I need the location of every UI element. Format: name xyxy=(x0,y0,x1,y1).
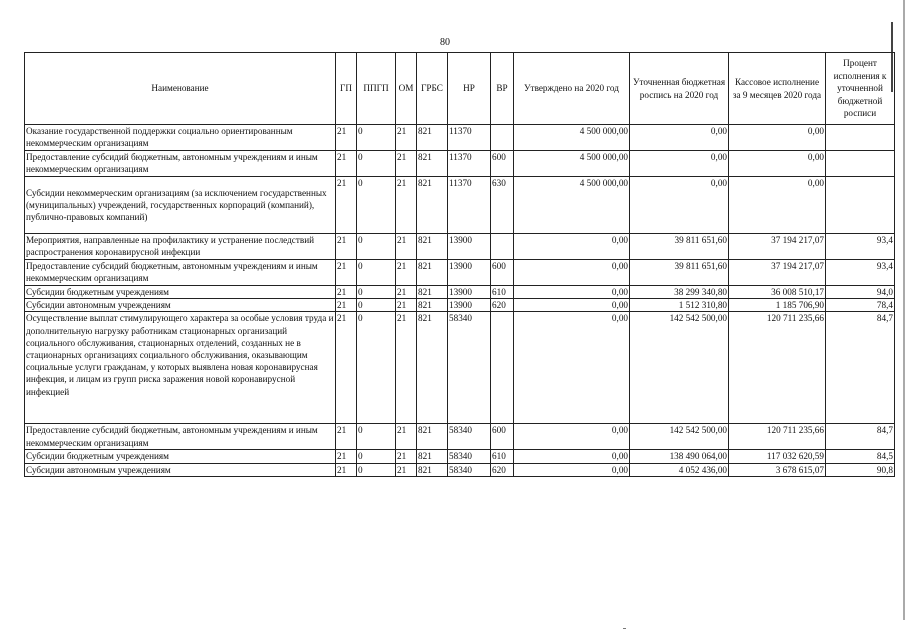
row-name: Субсидии бюджетным учреждениям xyxy=(25,286,336,299)
row-approved: 0,00 xyxy=(514,260,630,286)
row-cash: 117 032 620,59 xyxy=(729,450,826,463)
row-gp: 21 xyxy=(336,312,357,424)
row-approved: 0,00 xyxy=(514,312,630,424)
row-np: 11370 xyxy=(448,125,491,151)
table-row xyxy=(25,299,895,312)
row-ppgp: 0 xyxy=(357,151,396,177)
row-grbs: 821 xyxy=(417,463,448,476)
row-gp: 21 xyxy=(336,463,357,476)
row-gp: 21 xyxy=(336,151,357,177)
row-percent: 94,0 xyxy=(826,286,895,299)
row-refined: 0,00 xyxy=(630,151,729,177)
header-refined: Уточненная бюджетная роспись на 2020 год xyxy=(630,53,729,125)
row-gp: 21 xyxy=(336,177,357,234)
table-row xyxy=(25,177,895,234)
row-om: 21 xyxy=(396,286,417,299)
row-name: Субсидии некоммерческим организациям (за исключением государственных (муниципальных) учреждений, государственных корпораций (компаний), публично-правовых компаний) xyxy=(25,177,336,234)
row-refined: 138 490 064,00 xyxy=(630,450,729,463)
row-vr xyxy=(491,234,514,260)
row-cash: 0,00 xyxy=(729,125,826,151)
row-percent: 78,4 xyxy=(826,299,895,312)
row-om: 21 xyxy=(396,463,417,476)
row-vr: 610 xyxy=(491,450,514,463)
row-grbs: 821 xyxy=(417,424,448,450)
row-gp: 21 xyxy=(336,260,357,286)
row-percent: 93,4 xyxy=(826,234,895,260)
row-cash: 0,00 xyxy=(729,151,826,177)
row-grbs: 821 xyxy=(417,234,448,260)
row-vr: 620 xyxy=(491,463,514,476)
table-row xyxy=(25,234,895,260)
row-ppgp: 0 xyxy=(357,286,396,299)
row-grbs: 821 xyxy=(417,125,448,151)
row-np: 13900 xyxy=(448,299,491,312)
row-percent: 93,4 xyxy=(826,260,895,286)
row-name: Предоставление субсидий бюджетным, автономным учреждениям и иным некоммерческим организациям xyxy=(25,151,336,177)
row-ppgp: 0 xyxy=(357,125,396,151)
row-ppgp: 0 xyxy=(357,299,396,312)
row-percent xyxy=(826,177,895,234)
row-vr: 600 xyxy=(491,424,514,450)
row-approved: 0,00 xyxy=(514,234,630,260)
table-row xyxy=(25,125,895,151)
row-approved: 0,00 xyxy=(514,450,630,463)
row-np: 11370 xyxy=(448,151,491,177)
header-approved: Утверждено на 2020 год xyxy=(514,53,630,125)
row-refined: 142 542 500,00 xyxy=(630,424,729,450)
row-refined: 0,00 xyxy=(630,125,729,151)
row-np: 58340 xyxy=(448,424,491,450)
row-ppgp: 0 xyxy=(357,260,396,286)
row-approved: 0,00 xyxy=(514,424,630,450)
row-approved: 0,00 xyxy=(514,463,630,476)
row-cash: 37 194 217,07 xyxy=(729,234,826,260)
table-row xyxy=(25,151,895,177)
scan-speck xyxy=(623,628,626,629)
row-grbs: 821 xyxy=(417,177,448,234)
row-gp: 21 xyxy=(336,125,357,151)
row-name: Субсидии автономным учреждениям xyxy=(25,299,336,312)
row-om: 21 xyxy=(396,234,417,260)
table-row xyxy=(25,286,895,299)
row-percent: 84,5 xyxy=(826,450,895,463)
row-ppgp: 0 xyxy=(357,450,396,463)
header-om: ОМ xyxy=(396,53,417,125)
row-vr xyxy=(491,312,514,424)
row-vr: 600 xyxy=(491,151,514,177)
row-percent xyxy=(826,125,895,151)
row-refined: 38 299 340,80 xyxy=(630,286,729,299)
table-header-row xyxy=(25,53,895,125)
table-row xyxy=(25,260,895,286)
row-grbs: 821 xyxy=(417,312,448,424)
row-percent: 90,8 xyxy=(826,463,895,476)
row-gp: 21 xyxy=(336,286,357,299)
row-refined: 4 052 436,00 xyxy=(630,463,729,476)
row-name: Предоставление субсидий бюджетным, автономным учреждениям и иным некоммерческим организациям xyxy=(25,424,336,450)
row-vr xyxy=(491,125,514,151)
row-name: Осуществление выплат стимулирующего характера за особые условия труда и дополнительную нагрузку работникам стационарных организаций социального обслуживания, стационарных отделений, созданных не в стационарных организациях социального обслуживания, оказывающим социальные услуги гражданам, у которых выявлена новая коронавирусная инфекция, и лицам из групп риска заражения новой коронавирусной инфекцией xyxy=(25,312,336,424)
row-vr: 600 xyxy=(491,260,514,286)
row-om: 21 xyxy=(396,151,417,177)
row-approved: 4 500 000,00 xyxy=(514,151,630,177)
header-percent: Процент исполнения к уточненной бюджетной росписи xyxy=(826,53,895,125)
row-percent xyxy=(826,151,895,177)
row-grbs: 821 xyxy=(417,286,448,299)
row-percent: 84,7 xyxy=(826,424,895,450)
row-ppgp: 0 xyxy=(357,424,396,450)
budget-execution-table xyxy=(24,52,895,477)
row-percent: 84,7 xyxy=(826,312,895,424)
row-np: 13900 xyxy=(448,234,491,260)
row-gp: 21 xyxy=(336,424,357,450)
row-cash: 120 711 235,66 xyxy=(729,312,826,424)
row-om: 21 xyxy=(396,424,417,450)
row-np: 58340 xyxy=(448,463,491,476)
row-cash: 120 711 235,66 xyxy=(729,424,826,450)
row-name: Оказание государственной поддержки социально ориентированным некоммерческим организациям xyxy=(25,125,336,151)
row-om: 21 xyxy=(396,450,417,463)
row-name: Мероприятия, направленные на профилактику и устранение последствий распространения коронавирусной инфекции xyxy=(25,234,336,260)
row-np: 58340 xyxy=(448,312,491,424)
header-name: Наименование xyxy=(25,53,336,125)
header-vr: ВР xyxy=(491,53,514,125)
row-refined: 39 811 651,60 xyxy=(630,234,729,260)
row-grbs: 821 xyxy=(417,260,448,286)
table-row xyxy=(25,450,895,463)
row-vr: 610 xyxy=(491,286,514,299)
row-gp: 21 xyxy=(336,450,357,463)
row-ppgp: 0 xyxy=(357,312,396,424)
row-ppgp: 0 xyxy=(357,234,396,260)
row-om: 21 xyxy=(396,125,417,151)
table-row xyxy=(25,463,895,476)
row-cash: 36 008 510,17 xyxy=(729,286,826,299)
row-grbs: 821 xyxy=(417,450,448,463)
row-cash: 0,00 xyxy=(729,177,826,234)
row-vr: 620 xyxy=(491,299,514,312)
row-np: 13900 xyxy=(448,260,491,286)
row-om: 21 xyxy=(396,177,417,234)
table-row xyxy=(25,312,895,424)
row-approved: 0,00 xyxy=(514,286,630,299)
row-ppgp: 0 xyxy=(357,463,396,476)
row-om: 21 xyxy=(396,299,417,312)
row-cash: 1 185 706,90 xyxy=(729,299,826,312)
row-np: 58340 xyxy=(448,450,491,463)
header-gp: ГП xyxy=(336,53,357,125)
row-np: 13900 xyxy=(448,286,491,299)
header-cash: Кассовое исполнение за 9 месяцев 2020 года xyxy=(729,53,826,125)
table-row xyxy=(25,424,895,450)
row-gp: 21 xyxy=(336,299,357,312)
row-gp: 21 xyxy=(336,234,357,260)
row-approved: 0,00 xyxy=(514,299,630,312)
row-cash: 37 194 217,07 xyxy=(729,260,826,286)
row-om: 21 xyxy=(396,312,417,424)
row-np: 11370 xyxy=(448,177,491,234)
header-ppgp: ППГП xyxy=(357,53,396,125)
row-om: 21 xyxy=(396,260,417,286)
row-cash: 3 678 615,07 xyxy=(729,463,826,476)
row-refined: 0,00 xyxy=(630,177,729,234)
row-approved: 4 500 000,00 xyxy=(514,125,630,151)
row-name: Предоставление субсидий бюджетным, автономным учреждениям и иным некоммерческим организациям xyxy=(25,260,336,286)
row-name: Субсидии бюджетным учреждениям xyxy=(25,450,336,463)
row-refined: 39 811 651,60 xyxy=(630,260,729,286)
row-ppgp: 0 xyxy=(357,177,396,234)
row-refined: 142 542 500,00 xyxy=(630,312,729,424)
header-np: НР xyxy=(448,53,491,125)
row-grbs: 821 xyxy=(417,299,448,312)
header-grbs: ГРБС xyxy=(417,53,448,125)
page-number: 80 xyxy=(440,37,450,48)
row-refined: 1 512 310,80 xyxy=(630,299,729,312)
row-approved: 4 500 000,00 xyxy=(514,177,630,234)
row-vr: 630 xyxy=(491,177,514,234)
row-name: Субсидии автономным учреждениям xyxy=(25,463,336,476)
row-grbs: 821 xyxy=(417,151,448,177)
